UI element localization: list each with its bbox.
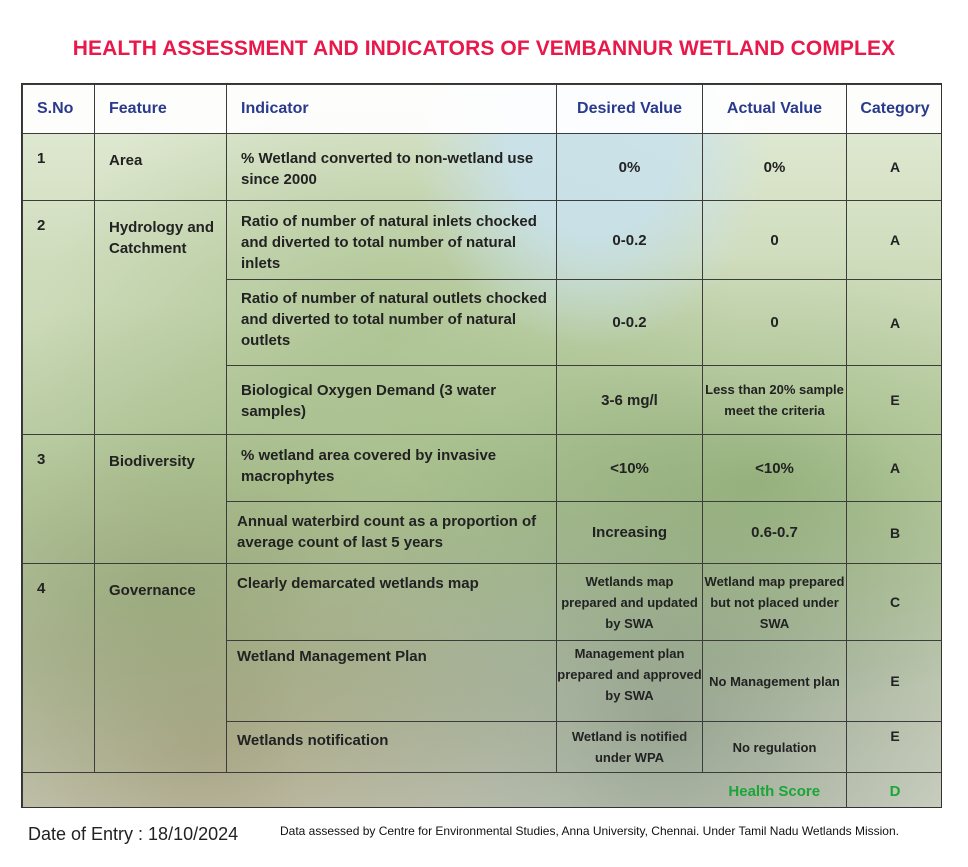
category-cell: A <box>847 201 943 280</box>
category-cell: B <box>847 502 943 564</box>
desired-value-cell: 0-0.2 <box>557 280 703 366</box>
actual-value-cell: 0% <box>703 134 847 201</box>
header-sno: S.No <box>23 85 95 134</box>
sno-cell: 4 <box>23 564 95 773</box>
health-score-value: D <box>847 773 943 809</box>
sno-cell: 1 <box>23 134 95 201</box>
header-feature: Feature <box>95 85 227 134</box>
desired-value-cell: Increasing <box>557 502 703 564</box>
desired-value-cell: <10% <box>557 435 703 502</box>
header-category: Category <box>847 85 943 134</box>
desired-value-cell: 3-6 mg/l <box>557 366 703 435</box>
date-of-entry: Date of Entry : 18/10/2024 <box>28 824 239 844</box>
actual-value-cell: Less than 20% sample meet the criteria <box>703 366 847 435</box>
actual-value-cell: 0 <box>703 280 847 366</box>
indicator-cell: % Wetland converted to non-wetland use since 2000 <box>227 134 557 201</box>
desired-value-cell: Wetland is notified under WPA <box>557 722 703 773</box>
desired-value-cell: 0-0.2 <box>557 201 703 280</box>
health-score-spacer <box>23 773 703 809</box>
actual-value-cell: No regulation <box>703 722 847 773</box>
sno-cell: 2 <box>23 201 95 435</box>
table-row <box>23 564 943 641</box>
actual-value-cell: <10% <box>703 435 847 502</box>
table-header-row <box>23 85 943 134</box>
assessment-table <box>22 84 942 808</box>
sno-cell: 3 <box>23 435 95 564</box>
indicator-cell: Annual waterbird count as a proportion of average count of last 5 years <box>227 502 557 564</box>
indicator-cell: % wetland area covered by invasive macrophytes <box>227 435 557 502</box>
table-row <box>23 435 943 502</box>
data-source-note: Data assessed by Centre for Environmental Studies, Anna University, Chennai. Under Tamil Nadu Wetlands Mission. <box>280 824 899 838</box>
assessment-table-container <box>21 83 942 808</box>
category-cell: A <box>847 280 943 366</box>
feature-cell: Governance <box>95 564 227 773</box>
header-indicator: Indicator <box>227 85 557 134</box>
health-score-row <box>23 773 943 809</box>
desired-value-cell: 0% <box>557 134 703 201</box>
header-actual-value: Actual Value <box>703 85 847 134</box>
desired-value-cell: Management plan prepared and approved by SWA <box>557 641 703 722</box>
category-cell: E <box>847 722 943 773</box>
actual-value-cell: No Management plan <box>703 641 847 722</box>
desired-value-cell: Wetlands map prepared and updated by SWA <box>557 564 703 641</box>
header-desired-value: Desired Value <box>557 85 703 134</box>
indicator-cell: Biological Oxygen Demand (3 water samples) <box>227 366 557 435</box>
indicator-cell: Ratio of number of natural inlets chocked and diverted to total number of natural inlets <box>227 201 557 280</box>
category-cell: A <box>847 134 943 201</box>
actual-value-cell: Wetland map prepared but not placed under SWA <box>703 564 847 641</box>
feature-cell: Hydrology and Catchment <box>95 201 227 435</box>
feature-cell: Area <box>95 134 227 201</box>
actual-value-cell: 0 <box>703 201 847 280</box>
category-cell: A <box>847 435 943 502</box>
category-cell: E <box>847 641 943 722</box>
indicator-cell: Ratio of number of natural outlets chocked and diverted to total number of natural outlets <box>227 280 557 366</box>
category-cell: E <box>847 366 943 435</box>
health-score-label: Health Score <box>703 773 847 809</box>
table-row <box>23 201 943 280</box>
table-row <box>23 134 943 201</box>
page-title: HEALTH ASSESSMENT AND INDICATORS OF VEMBANNUR WETLAND COMPLEX <box>72 37 896 60</box>
category-cell: C <box>847 564 943 641</box>
feature-cell: Biodiversity <box>95 435 227 564</box>
actual-value-cell: 0.6-0.7 <box>703 502 847 564</box>
indicator-cell: Wetlands notification <box>227 722 557 773</box>
indicator-cell: Clearly demarcated wetlands map <box>227 564 557 641</box>
indicator-cell: Wetland Management Plan <box>227 641 557 722</box>
